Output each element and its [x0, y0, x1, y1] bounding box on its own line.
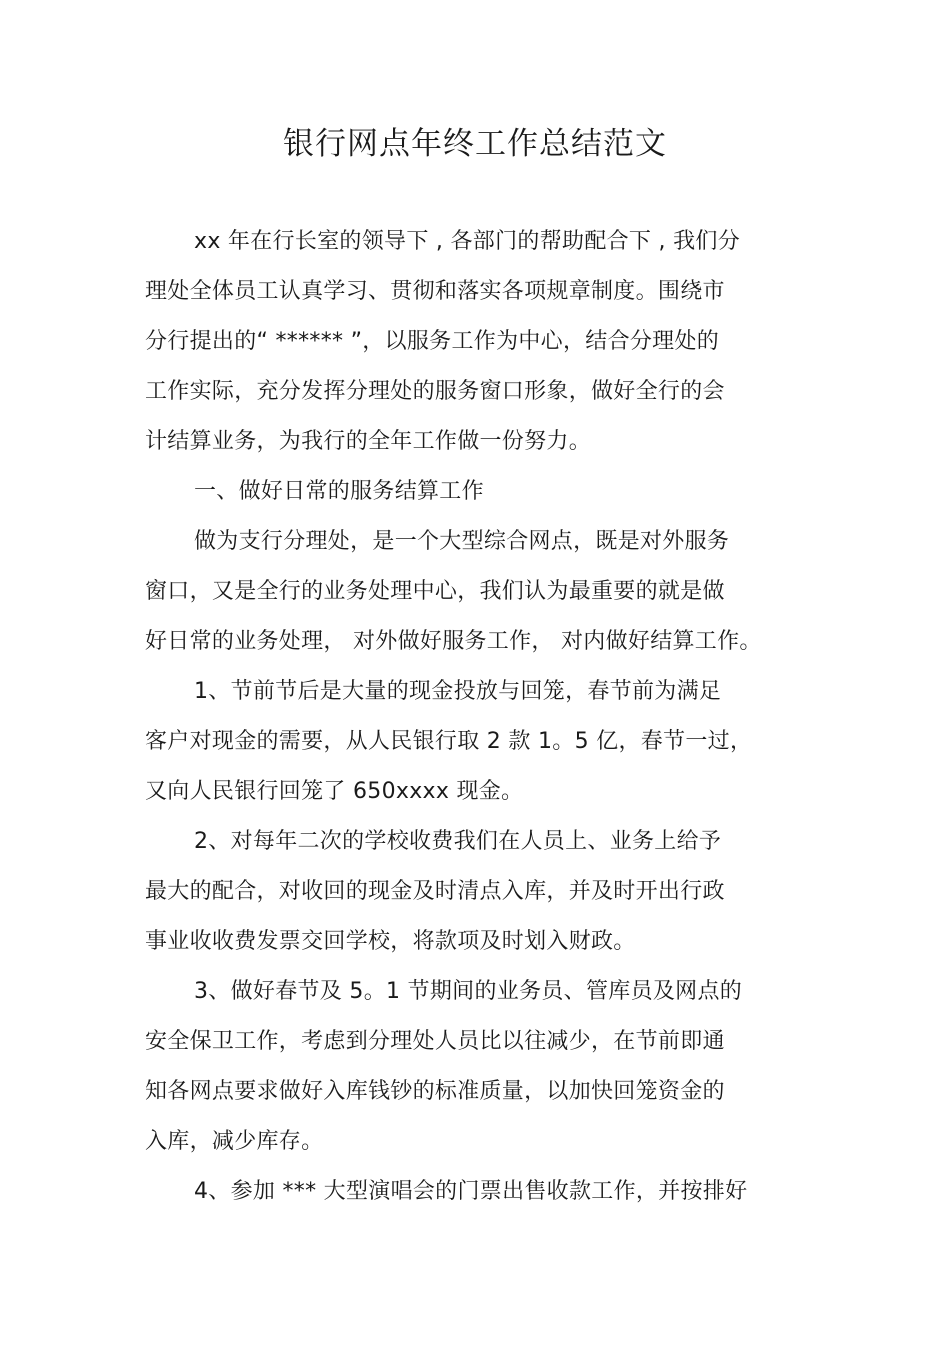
text-line-19: 入库，减少库存。 [145, 1129, 324, 1154]
text-line-1: xx 年在行长室的领导下 , 各部门的帮助配合下 , 我们分 [194, 229, 740, 254]
text-line-10: 1、节前节后是大量的现金投放与回笼，春节前为满足 [194, 679, 722, 704]
text-line-8: 窗口，又是全行的业务处理中心，我们认为最重要的就是做 [145, 579, 725, 604]
text-line-3: 分行提出的“ ****** ”，以服务工作为中心，结合分理处的 [145, 329, 720, 354]
text-line-9: 好日常的业务处理， 对外做好服务工作， 对内做好结算工作。 [145, 629, 762, 654]
text-line-2: 理处全体员工认真学习、贯彻和落实各项规章制度。围绕市 [145, 279, 725, 304]
text-line-12: 又向人民银行回笼了 650xxxx 现金。 [145, 779, 524, 804]
text-line-20: 4、参加 *** 大型演唱会的门票出售收款工作，并按排好 [194, 1179, 748, 1204]
text-line-17: 安全保卫工作，考虑到分理处人员比以往减少，在节前即通 [145, 1029, 725, 1054]
text-line-11: 客户对现金的需要，从人民银行取 2 款 1。5 亿，春节一过， [145, 729, 753, 754]
text-line-13: 2、对每年二次的学校收费我们在人员上、业务上给予 [194, 829, 722, 854]
text-line-15: 事业收收费发票交回学校，将款项及时划入财政。 [145, 929, 636, 954]
document-title: 银行网点年终工作总结范文 [283, 126, 667, 162]
text-line-18: 知各网点要求做好入库钱钞的标准质量，以加快回笼资金的 [145, 1079, 725, 1104]
text-line-4: 工作实际，充分发挥分理处的服务窗口形象，做好全行的会 [145, 379, 725, 404]
text-line-7: 做为支行分理处，是一个大型综合网点，既是对外服务 [194, 529, 730, 554]
text-line-5: 计结算业务，为我行的全年工作做一份努力。 [145, 429, 592, 454]
text-line-14: 最大的配合，对收回的现金及时清点入库，并及时开出行政 [145, 879, 725, 904]
section-heading-1: 一、做好日常的服务结算工作 [194, 479, 484, 504]
text-line-16: 3、做好春节及 5。1 节期间的业务员、管库员及网点的 [194, 979, 743, 1004]
